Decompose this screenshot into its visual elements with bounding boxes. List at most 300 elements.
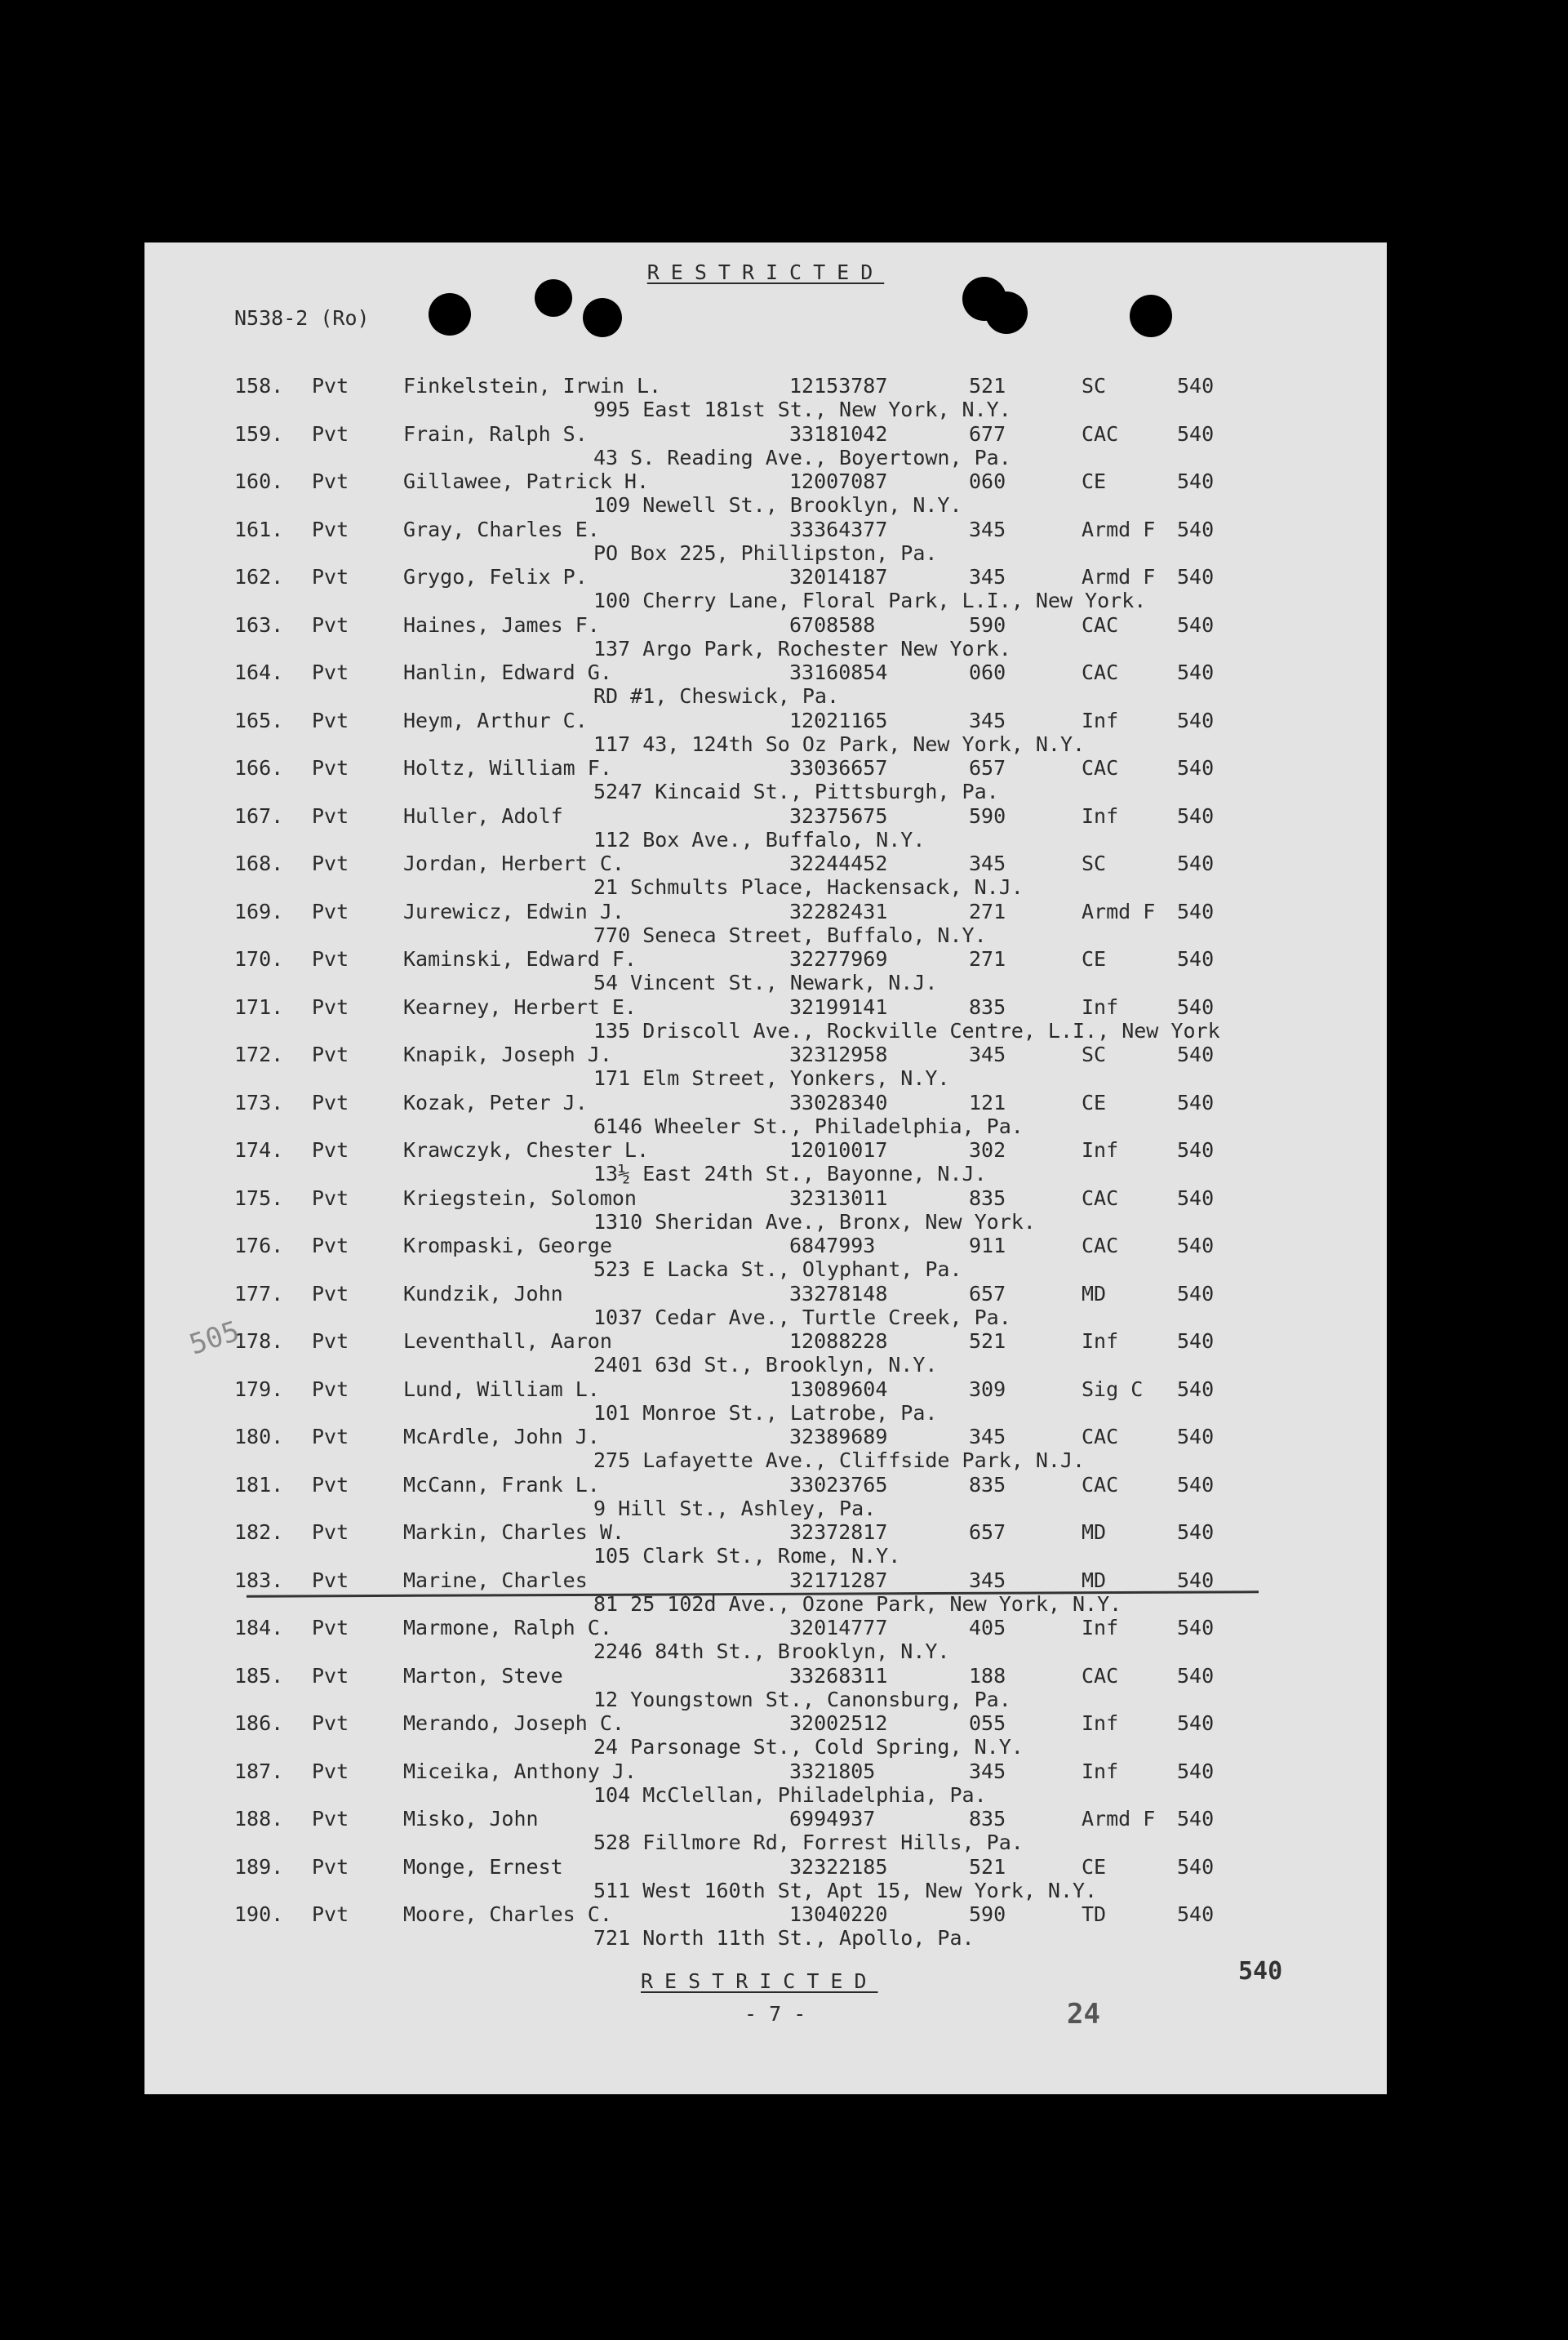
rank: Pvt	[312, 1281, 349, 1306]
serial-number: 33181042	[789, 421, 888, 446]
address: 12 Youngstown St., Canonsburg, Pa.	[593, 1687, 1011, 1711]
arm-of-service: CE	[1082, 469, 1107, 493]
soldier-name: Frain, Ralph S.	[403, 421, 588, 446]
serial-number: 12021165	[789, 708, 888, 732]
address: 5247 Kincaid St., Pittsburgh, Pa.	[593, 780, 999, 803]
address: 100 Cherry Lane, Floral Park, L.I., New York.	[593, 589, 1147, 612]
rank: Pvt	[312, 852, 349, 875]
page-number: - 7 -	[744, 2002, 806, 2026]
entry-number: 178.	[234, 1329, 284, 1353]
spec-code: 345	[969, 1568, 1006, 1592]
unit-number: 540	[1177, 1759, 1215, 1783]
arm-of-service: Armd F	[1082, 1807, 1156, 1831]
roster-row	[144, 852, 1387, 900]
spec-code: 835	[969, 1186, 1006, 1210]
serial-number: 32014187	[789, 565, 888, 589]
roster-row	[144, 1186, 1387, 1235]
unit-number: 540	[1177, 1329, 1215, 1353]
roster-row	[144, 1520, 1387, 1568]
roster-row	[144, 1377, 1387, 1426]
address: 9 Hill St., Ashley, Pa.	[593, 1496, 877, 1520]
rank: Pvt	[312, 1854, 349, 1879]
soldier-name: Merando, Joseph C.	[403, 1711, 624, 1735]
soldier-name: McCann, Frank L.	[403, 1472, 600, 1497]
arm-of-service: CAC	[1082, 1186, 1119, 1210]
entry-number: 167.	[234, 803, 284, 828]
soldier-name: Miceika, Anthony J.	[403, 1759, 637, 1783]
rank: Pvt	[312, 1234, 349, 1257]
roster-row	[144, 804, 1387, 852]
rank: Pvt	[312, 1616, 349, 1639]
roster-row	[144, 518, 1387, 566]
entry-number: 190.	[234, 1902, 284, 1926]
serial-number: 6994937	[789, 1807, 876, 1831]
roster-row	[144, 1711, 1387, 1759]
spec-code: 911	[969, 1234, 1006, 1257]
address: 511 West 160th St, Apt 15, New York, N.Y.	[593, 1878, 1098, 1902]
roster-list	[144, 374, 1387, 1951]
roster-row	[144, 1091, 1387, 1139]
address: 6146 Wheeler St., Philadelphia, Pa.	[593, 1114, 1024, 1138]
spec-code: 309	[969, 1377, 1006, 1401]
soldier-name: Misko, John	[403, 1807, 539, 1831]
soldier-name: Krompaski, George	[403, 1234, 612, 1257]
entry-number: 158.	[234, 374, 284, 398]
arm-of-service: Armd F	[1082, 565, 1156, 589]
serial-number: 32014777	[789, 1616, 888, 1639]
unit-number: 540	[1177, 803, 1215, 828]
soldier-name: Grygo, Felix P.	[403, 565, 588, 589]
rank: Pvt	[312, 1711, 349, 1735]
address: 21 Schmults Place, Hackensack, N.J.	[593, 875, 1024, 899]
soldier-name: Markin, Charles W.	[403, 1520, 624, 1544]
serial-number: 33278148	[789, 1281, 888, 1306]
entry-number: 168.	[234, 852, 284, 875]
address: 117 43, 124th So Oz Park, New York, N.Y.	[593, 732, 1086, 756]
address: 2401 63d St., Brooklyn, N.Y.	[593, 1353, 938, 1377]
punch-hole	[429, 293, 471, 336]
pencil-note: 505	[185, 1315, 244, 1362]
address: 43 S. Reading Ave., Boyertown, Pa.	[593, 445, 1011, 469]
serial-number: 32389689	[789, 1425, 888, 1448]
entry-number: 164.	[234, 661, 284, 684]
serial-number: 12007087	[789, 469, 888, 493]
soldier-name: Krawczyk, Chester L.	[403, 1138, 650, 1162]
soldier-name: Leventhall, Aaron	[403, 1329, 612, 1353]
unit-number: 540	[1177, 1281, 1215, 1306]
document-reference: N538-2 (Ro)	[234, 306, 370, 330]
spec-code: 590	[969, 1902, 1006, 1926]
serial-number: 32002512	[789, 1711, 888, 1735]
rank: Pvt	[312, 1377, 349, 1401]
address: 24 Parsonage St., Cold Spring, N.Y.	[593, 1735, 1024, 1759]
roster-row	[144, 709, 1387, 757]
address: 275 Lafayette Ave., Cliffside Park, N.J.	[593, 1448, 1086, 1472]
serial-number: 13040220	[789, 1902, 888, 1926]
unit-number: 540	[1177, 899, 1215, 923]
roster-row	[144, 374, 1387, 422]
spec-code: 835	[969, 994, 1006, 1019]
address: 101 Monroe St., Latrobe, Pa.	[593, 1400, 938, 1425]
roster-row	[144, 1807, 1387, 1855]
soldier-name: Gray, Charles E.	[403, 517, 600, 541]
rank: Pvt	[312, 565, 349, 589]
entry-number: 160.	[234, 469, 284, 493]
unit-number: 540	[1177, 1472, 1215, 1497]
arm-of-service: SC	[1082, 852, 1107, 875]
address: 2246 84th St., Brooklyn, N.Y.	[593, 1639, 950, 1663]
roster-row	[144, 900, 1387, 948]
serial-number: 32171287	[789, 1568, 888, 1592]
arm-of-service: Inf	[1082, 803, 1119, 828]
serial-number: 33023765	[789, 1472, 888, 1497]
classification-footer: RESTRICTED	[641, 1969, 878, 1993]
address: 104 McClellan, Philadelphia, Pa.	[593, 1782, 987, 1807]
unit-number: 540	[1177, 994, 1215, 1019]
serial-number: 33036657	[789, 756, 888, 780]
unit-number: 540	[1177, 852, 1215, 875]
roster-row	[144, 1759, 1387, 1808]
page-stamp: 24	[1067, 1998, 1100, 2031]
spec-code: 345	[969, 1043, 1006, 1066]
unit-number: 540	[1177, 565, 1215, 589]
soldier-name: Knapik, Joseph J.	[403, 1043, 612, 1066]
serial-number: 32199141	[789, 994, 888, 1019]
spec-code: 345	[969, 708, 1006, 732]
roster-row	[144, 1138, 1387, 1186]
spec-code: 060	[969, 469, 1006, 493]
spec-code: 060	[969, 661, 1006, 684]
arm-of-service: CE	[1082, 1090, 1107, 1114]
serial-number: 32277969	[789, 947, 888, 971]
soldier-name: Heym, Arthur C.	[403, 708, 588, 732]
arm-of-service: Inf	[1082, 1138, 1119, 1162]
spec-code: 345	[969, 1759, 1006, 1783]
unit-number: 540	[1177, 469, 1215, 493]
address: 995 East 181st St., New York, N.Y.	[593, 398, 1011, 421]
arm-of-service: SC	[1082, 1043, 1107, 1066]
serial-number: 32282431	[789, 899, 888, 923]
arm-of-service: CAC	[1082, 612, 1119, 637]
punch-hole	[535, 279, 572, 317]
address: 721 North 11th St., Apollo, Pa.	[593, 1926, 975, 1950]
serial-number: 6708588	[789, 612, 876, 637]
spec-code: 657	[969, 1520, 1006, 1544]
address: 137 Argo Park, Rochester New York.	[593, 636, 1011, 661]
soldier-name: Moore, Charles C.	[403, 1902, 612, 1926]
entry-number: 185.	[234, 1663, 284, 1688]
spec-code: 121	[969, 1090, 1006, 1114]
entry-number: 189.	[234, 1854, 284, 1879]
arm-of-service: MD	[1082, 1568, 1107, 1592]
rank: Pvt	[312, 374, 349, 398]
entry-number: 188.	[234, 1807, 284, 1831]
entry-number: 182.	[234, 1520, 284, 1544]
entry-number: 162.	[234, 565, 284, 589]
serial-number: 12153787	[789, 374, 888, 398]
roster-row	[144, 661, 1387, 709]
soldier-name: Kaminski, Edward F.	[403, 947, 637, 971]
soldier-name: McArdle, John J.	[403, 1425, 600, 1448]
arm-of-service: CAC	[1082, 661, 1119, 684]
soldier-name: Finkelstein, Irwin L.	[403, 374, 662, 398]
arm-of-service: Inf	[1082, 1711, 1119, 1735]
rank: Pvt	[312, 469, 349, 493]
address: 81 25 102d Ave., Ozone Park, New York, N.Y.	[593, 1591, 1122, 1616]
unit-number: 540	[1177, 1043, 1215, 1066]
spec-code: 405	[969, 1616, 1006, 1639]
soldier-name: Jurewicz, Edwin J.	[403, 899, 624, 923]
entry-number: 161.	[234, 517, 284, 541]
rank: Pvt	[312, 612, 349, 637]
soldier-name: Monge, Ernest	[403, 1854, 563, 1879]
entry-number: 169.	[234, 899, 284, 923]
rank: Pvt	[312, 1090, 349, 1114]
unit-number: 540	[1177, 1377, 1215, 1401]
entry-number: 159.	[234, 421, 284, 446]
spec-code: 271	[969, 899, 1006, 923]
entry-number: 187.	[234, 1759, 284, 1783]
serial-number: 32372817	[789, 1520, 888, 1544]
address: 54 Vincent St., Newark, N.J.	[593, 971, 938, 994]
roster-row	[144, 1425, 1387, 1473]
spec-code: 521	[969, 1854, 1006, 1879]
rank: Pvt	[312, 1186, 349, 1210]
serial-number: 3321805	[789, 1759, 876, 1783]
soldier-name: Kozak, Peter J.	[403, 1090, 588, 1114]
address: 770 Seneca Street, Buffalo, N.Y.	[593, 923, 987, 947]
spec-code: 345	[969, 517, 1006, 541]
soldier-name: Kearney, Herbert E.	[403, 994, 637, 1019]
unit-number: 540	[1177, 1090, 1215, 1114]
arm-of-service: Sig C	[1082, 1377, 1144, 1401]
spec-code: 302	[969, 1138, 1006, 1162]
unit-number: 540	[1177, 1854, 1215, 1879]
arm-of-service: CE	[1082, 1854, 1107, 1879]
entry-number: 176.	[234, 1234, 284, 1257]
entry-number: 183.	[234, 1568, 284, 1592]
arm-of-service: Inf	[1082, 1329, 1119, 1353]
soldier-name: Marmone, Ralph C.	[403, 1616, 612, 1639]
punch-hole	[583, 298, 622, 337]
roster-row	[144, 469, 1387, 518]
roster-row	[144, 1616, 1387, 1664]
arm-of-service: CAC	[1082, 421, 1119, 446]
entry-number: 181.	[234, 1472, 284, 1497]
roster-row	[144, 1282, 1387, 1330]
roster-row	[144, 422, 1387, 470]
rank: Pvt	[312, 517, 349, 541]
rank: Pvt	[312, 1807, 349, 1831]
unit-number: 540	[1177, 1902, 1215, 1926]
unit-number: 540	[1177, 1186, 1215, 1210]
soldier-name: Marton, Steve	[403, 1663, 563, 1688]
rank: Pvt	[312, 1759, 349, 1783]
spec-code: 657	[969, 756, 1006, 780]
serial-number: 33364377	[789, 517, 888, 541]
roster-row	[144, 995, 1387, 1043]
classification-header: RESTRICTED	[646, 260, 885, 284]
serial-number: 32244452	[789, 852, 888, 875]
rank: Pvt	[312, 1902, 349, 1926]
document-page	[144, 242, 1387, 2094]
arm-of-service: SC	[1082, 374, 1107, 398]
soldier-name: Kundzik, John	[403, 1281, 563, 1306]
serial-number: 12010017	[789, 1138, 888, 1162]
arm-of-service: CAC	[1082, 756, 1119, 780]
spec-code: 345	[969, 852, 1006, 875]
rank: Pvt	[312, 708, 349, 732]
rank: Pvt	[312, 1138, 349, 1162]
serial-number: 6847993	[789, 1234, 876, 1257]
serial-number: 33268311	[789, 1663, 888, 1688]
serial-number: 32313011	[789, 1186, 888, 1210]
spec-code: 590	[969, 803, 1006, 828]
rank: Pvt	[312, 947, 349, 971]
arm-of-service: MD	[1082, 1520, 1107, 1544]
entry-number: 179.	[234, 1377, 284, 1401]
spec-code: 271	[969, 947, 1006, 971]
rank: Pvt	[312, 1472, 349, 1497]
spec-code: 835	[969, 1807, 1006, 1831]
address: 1037 Cedar Ave., Turtle Creek, Pa.	[593, 1305, 1011, 1329]
spec-code: 657	[969, 1281, 1006, 1306]
entry-number: 184.	[234, 1616, 284, 1639]
entry-number: 177.	[234, 1281, 284, 1306]
spec-code: 590	[969, 612, 1006, 637]
soldier-name: Hanlin, Edward G.	[403, 661, 612, 684]
soldier-name: Gillawee, Patrick H.	[403, 469, 650, 493]
rank: Pvt	[312, 1425, 349, 1448]
rank: Pvt	[312, 661, 349, 684]
entry-number: 171.	[234, 994, 284, 1019]
unit-number: 540	[1177, 1234, 1215, 1257]
rank: Pvt	[312, 1043, 349, 1066]
serial-number: 33028340	[789, 1090, 888, 1114]
spec-code: 521	[969, 1329, 1006, 1353]
roster-row	[144, 1043, 1387, 1091]
entry-number: 165.	[234, 708, 284, 732]
entry-number: 163.	[234, 612, 284, 637]
rank: Pvt	[312, 1329, 349, 1353]
rank: Pvt	[312, 1520, 349, 1544]
address: RD #1, Cheswick, Pa.	[593, 684, 840, 708]
corner-mark: 540	[1238, 1957, 1283, 1986]
unit-number: 540	[1177, 1520, 1215, 1544]
arm-of-service: CAC	[1082, 1425, 1119, 1448]
soldier-name: Huller, Adolf	[403, 803, 563, 828]
arm-of-service: MD	[1082, 1281, 1107, 1306]
rank: Pvt	[312, 803, 349, 828]
punch-hole	[985, 291, 1028, 334]
unit-number: 540	[1177, 1138, 1215, 1162]
entry-number: 173.	[234, 1090, 284, 1114]
serial-number: 32375675	[789, 803, 888, 828]
unit-number: 540	[1177, 1616, 1215, 1639]
rank: Pvt	[312, 1663, 349, 1688]
unit-number: 540	[1177, 1711, 1215, 1735]
unit-number: 540	[1177, 947, 1215, 971]
serial-number: 12088228	[789, 1329, 888, 1353]
entry-number: 180.	[234, 1425, 284, 1448]
arm-of-service: Inf	[1082, 1616, 1119, 1639]
arm-of-service: CAC	[1082, 1472, 1119, 1497]
spec-code: 835	[969, 1472, 1006, 1497]
roster-row	[144, 1664, 1387, 1712]
rank: Pvt	[312, 994, 349, 1019]
address: 523 E Lacka St., Olyphant, Pa.	[593, 1257, 962, 1281]
roster-row	[144, 1234, 1387, 1282]
entry-number: 186.	[234, 1711, 284, 1735]
unit-number: 540	[1177, 1663, 1215, 1688]
entry-number: 175.	[234, 1186, 284, 1210]
address: PO Box 225, Phillipston, Pa.	[593, 541, 938, 565]
unit-number: 540	[1177, 1568, 1215, 1592]
soldier-name: Haines, James F.	[403, 612, 600, 637]
unit-number: 540	[1177, 756, 1215, 780]
soldier-name: Kriegstein, Solomon	[403, 1186, 637, 1210]
arm-of-service: Inf	[1082, 994, 1119, 1019]
rank: Pvt	[312, 899, 349, 923]
spec-code: 055	[969, 1711, 1006, 1735]
spec-code: 677	[969, 421, 1006, 446]
unit-number: 540	[1177, 517, 1215, 541]
address: 13½ East 24th St., Bayonne, N.J.	[593, 1162, 987, 1186]
rank: Pvt	[312, 421, 349, 446]
entry-number: 174.	[234, 1138, 284, 1162]
arm-of-service: Armd F	[1082, 899, 1156, 923]
soldier-name: Lund, William L.	[403, 1377, 600, 1401]
unit-number: 540	[1177, 661, 1215, 684]
punch-hole	[1130, 295, 1172, 337]
soldier-name: Holtz, William F.	[403, 756, 612, 780]
address: 1310 Sheridan Ave., Bronx, New York.	[593, 1209, 1036, 1234]
address: 171 Elm Street, Yonkers, N.Y.	[593, 1066, 950, 1090]
arm-of-service: CAC	[1082, 1234, 1119, 1257]
spec-code: 345	[969, 1425, 1006, 1448]
address: 109 Newell St., Brooklyn, N.Y.	[593, 493, 962, 517]
entry-number: 170.	[234, 947, 284, 971]
arm-of-service: Armd F	[1082, 517, 1156, 541]
roster-row	[144, 947, 1387, 995]
unit-number: 540	[1177, 708, 1215, 732]
arm-of-service: TD	[1082, 1902, 1107, 1926]
roster-row	[144, 1855, 1387, 1903]
serial-number: 32312958	[789, 1043, 888, 1066]
arm-of-service: CAC	[1082, 1663, 1119, 1688]
serial-number: 32322185	[789, 1854, 888, 1879]
unit-number: 540	[1177, 421, 1215, 446]
arm-of-service: Inf	[1082, 708, 1119, 732]
serial-number: 33160854	[789, 661, 888, 684]
unit-number: 540	[1177, 1425, 1215, 1448]
spec-code: 345	[969, 565, 1006, 589]
arm-of-service: CE	[1082, 947, 1107, 971]
address: 135 Driscoll Ave., Rockville Centre, L.I., New York	[593, 1018, 1220, 1043]
entry-number: 166.	[234, 756, 284, 780]
soldier-name: Jordan, Herbert C.	[403, 852, 624, 875]
roster-row	[144, 1329, 1387, 1377]
unit-number: 540	[1177, 374, 1215, 398]
unit-number: 540	[1177, 612, 1215, 637]
soldier-name: Marine, Charles	[403, 1568, 588, 1592]
roster-row	[144, 565, 1387, 613]
unit-number: 540	[1177, 1807, 1215, 1831]
roster-row	[144, 756, 1387, 804]
rank: Pvt	[312, 756, 349, 780]
arm-of-service: Inf	[1082, 1759, 1119, 1783]
rank: Pvt	[312, 1568, 349, 1592]
